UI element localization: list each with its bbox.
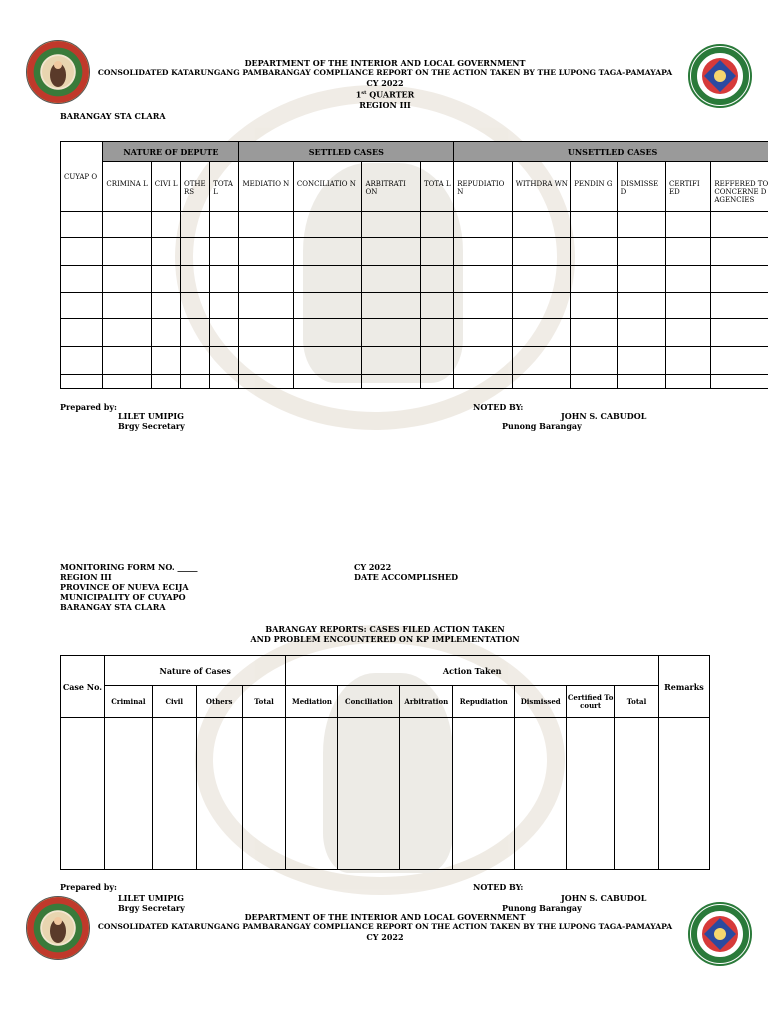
table2-col-header: Total	[615, 686, 659, 718]
table-cell[interactable]	[666, 212, 711, 238]
table-cell[interactable]	[454, 238, 512, 266]
group-unsettled-cases: UNSETTLED CASES	[454, 142, 768, 162]
table-cell[interactable]	[711, 293, 768, 319]
table-cell[interactable]	[180, 375, 209, 389]
compliance-table	[60, 141, 768, 389]
table-cell[interactable]	[61, 347, 103, 375]
nature-of-cases-header: Nature of Cases	[104, 656, 286, 686]
department-heading: DEPARTMENT OF THE INTERIOR AND LOCAL GOVERNMENT	[244, 58, 526, 68]
table-cell[interactable]	[420, 375, 453, 389]
table1-col-header: CERTIFI ED	[666, 162, 711, 212]
table-cell[interactable]	[420, 293, 453, 319]
table1-col-header: ARBITRATI ON	[362, 162, 420, 212]
monitoring-year: CY 2022	[354, 562, 392, 572]
table-cell[interactable]	[512, 266, 570, 293]
table-cell[interactable]	[103, 238, 151, 266]
table-cell[interactable]	[454, 293, 512, 319]
table-cell[interactable]	[711, 347, 768, 375]
table-cell[interactable]	[196, 718, 242, 870]
table-cell[interactable]	[666, 319, 711, 347]
table-cell[interactable]	[567, 718, 615, 870]
barangay-seal-logo	[26, 40, 90, 104]
footer-department: DEPARTMENT OF THE INTERIOR AND LOCAL GOVERNMENT	[244, 912, 526, 922]
table1-col-header: CRIMINA L	[103, 162, 151, 212]
table-cell[interactable]	[293, 347, 362, 375]
table-cell[interactable]	[210, 293, 239, 319]
monitoring-region: REGION III	[60, 572, 112, 582]
table-cell[interactable]	[103, 293, 151, 319]
table-cell[interactable]	[362, 319, 420, 347]
noted-by-title-2: Punong Barangay	[502, 903, 582, 913]
table-cell[interactable]	[666, 347, 711, 375]
table-cell[interactable]	[338, 718, 400, 870]
table-cell[interactable]	[61, 266, 103, 293]
table-cell[interactable]	[242, 718, 286, 870]
table-cell[interactable]	[151, 347, 180, 375]
table-cell[interactable]	[61, 718, 105, 870]
table-cell[interactable]	[454, 319, 512, 347]
table-cell[interactable]	[61, 293, 103, 319]
table2-col-header: Others	[196, 686, 242, 718]
table-cell[interactable]	[239, 266, 293, 293]
report-title: CONSOLIDATED KATARUNGANG PAMBARANGAY COMPLIANCE REPORT ON THE ACTION TAKEN BY THE LUPONG TAGA-PAMAYAPA	[97, 68, 673, 77]
table-cell[interactable]	[420, 238, 453, 266]
table-cell[interactable]	[617, 293, 665, 319]
case-no-header: Case No.	[61, 656, 105, 718]
table-cell[interactable]	[152, 718, 196, 870]
table-cell[interactable]	[180, 238, 209, 266]
table-cell[interactable]	[617, 238, 665, 266]
table-row	[61, 347, 768, 375]
table-row	[61, 293, 768, 319]
table-cell[interactable]	[666, 238, 711, 266]
cases-filed-table	[60, 655, 710, 870]
table-row	[61, 238, 768, 266]
prepared-by-name-1: LILET UMIPIG	[118, 411, 184, 421]
table-cell[interactable]	[617, 347, 665, 375]
table-cell[interactable]	[210, 375, 239, 389]
table-cell[interactable]	[420, 212, 453, 238]
table1-col-header: WITHDRA WN	[512, 162, 570, 212]
remarks-header: Remarks	[658, 656, 709, 718]
table2-title-line1: BARANGAY REPORTS: CASES FILED ACTION TAKEN	[265, 624, 505, 634]
table-row	[61, 375, 768, 389]
table1-col-header: REPUDIATIO N	[454, 162, 512, 212]
date-accomplished: DATE ACCOMPLISHED	[354, 572, 459, 582]
noted-by-name-2: JOHN S. CABUDOL	[561, 893, 647, 903]
noted-by-title-1: Punong Barangay	[502, 421, 582, 431]
table-cell[interactable]	[239, 212, 293, 238]
table-cell[interactable]	[239, 293, 293, 319]
footer-title: CONSOLIDATED KATARUNGANG PAMBARANGAY COMPLIANCE REPORT ON THE ACTION TAKEN BY THE LUPONG TAGA-PAMAYAPA	[97, 922, 673, 931]
footer-year: CY 2022	[366, 932, 404, 942]
prepared-by-label-1: Prepared by:	[60, 402, 117, 412]
table-cell[interactable]	[512, 293, 570, 319]
table1-col-header: TOTA L	[210, 162, 239, 212]
table-cell[interactable]	[711, 375, 768, 389]
table2-col-header: Civil	[152, 686, 196, 718]
table-cell[interactable]	[454, 375, 512, 389]
table1-col-header: TOTA L	[420, 162, 453, 212]
table-cell[interactable]	[571, 266, 617, 293]
table-row	[61, 319, 768, 347]
table-row	[61, 266, 768, 293]
table-cell[interactable]	[362, 212, 420, 238]
table-cell[interactable]	[362, 375, 420, 389]
table-cell[interactable]	[239, 238, 293, 266]
table-cell[interactable]	[180, 266, 209, 293]
table-row	[61, 212, 768, 238]
table-cell[interactable]	[103, 375, 151, 389]
table2-col-header: Arbitration	[400, 686, 453, 718]
barangay-name: BARANGAY STA CLARA	[60, 111, 166, 121]
table-cell[interactable]	[711, 212, 768, 238]
table-cell[interactable]	[711, 319, 768, 347]
table1-col-header: PENDIN G	[571, 162, 617, 212]
table-cell[interactable]	[512, 212, 570, 238]
table-cell[interactable]	[711, 266, 768, 293]
table-cell[interactable]	[151, 266, 180, 293]
table-cell[interactable]	[210, 319, 239, 347]
table-cell[interactable]	[103, 266, 151, 293]
table-cell[interactable]	[293, 319, 362, 347]
table-cell[interactable]	[512, 238, 570, 266]
table-cell[interactable]	[617, 212, 665, 238]
table-cell[interactable]	[61, 238, 103, 266]
table-cell[interactable]	[362, 293, 420, 319]
table1-col-header: MEDIATIO N	[239, 162, 293, 212]
table-cell[interactable]	[293, 238, 362, 266]
action-taken-header: Action Taken	[286, 656, 658, 686]
table-cell[interactable]	[293, 212, 362, 238]
group-settled-cases: SETTLED CASES	[239, 142, 454, 162]
group-nature-of-dispute: NATURE OF DEPUTE	[103, 142, 239, 162]
table-cell[interactable]	[210, 238, 239, 266]
monitoring-province: PROVINCE OF NUEVA ECIJA	[60, 582, 189, 592]
table-cell[interactable]	[180, 347, 209, 375]
table-cell[interactable]	[512, 347, 570, 375]
table-cell[interactable]	[454, 212, 512, 238]
table-cell[interactable]	[103, 319, 151, 347]
table1-col-header: CIVI L	[151, 162, 180, 212]
barangay-seal-logo-footer	[26, 896, 90, 960]
municipal-seal-logo	[688, 44, 752, 108]
table-cell[interactable]	[293, 293, 362, 319]
table-cell[interactable]	[571, 238, 617, 266]
prepared-by-label-2: Prepared by:	[60, 882, 117, 892]
table-cell[interactable]	[61, 212, 103, 238]
table-cell[interactable]	[571, 212, 617, 238]
table-cell[interactable]	[512, 375, 570, 389]
prepared-by-name-2: LILET UMIPIG	[118, 893, 184, 903]
table-cell[interactable]	[151, 319, 180, 347]
table-cell[interactable]	[362, 238, 420, 266]
table-cell[interactable]	[151, 293, 180, 319]
table-cell[interactable]	[180, 319, 209, 347]
table-cell[interactable]	[658, 718, 709, 870]
table-cell[interactable]	[420, 266, 453, 293]
table-cell[interactable]	[239, 347, 293, 375]
table-cell[interactable]	[61, 319, 103, 347]
table-cell[interactable]	[617, 375, 665, 389]
table-cell[interactable]	[571, 347, 617, 375]
table-cell[interactable]	[103, 212, 151, 238]
table-cell[interactable]	[711, 238, 768, 266]
table-cell[interactable]	[210, 266, 239, 293]
table-cell[interactable]	[362, 347, 420, 375]
noted-by-label-1: NOTED BY:	[473, 402, 524, 412]
table-cell[interactable]	[104, 718, 152, 870]
table-cell[interactable]	[103, 347, 151, 375]
monitoring-barangay: BARANGAY STA CLARA	[60, 602, 166, 612]
table-cell[interactable]	[420, 347, 453, 375]
table2-col-header: Total	[242, 686, 286, 718]
table-row	[61, 718, 710, 870]
table-cell[interactable]	[293, 375, 362, 389]
table-cell[interactable]	[151, 375, 180, 389]
report-quarter: 1st QUARTER	[355, 89, 415, 100]
noted-by-label-2: NOTED BY:	[473, 882, 524, 892]
table-cell[interactable]	[286, 718, 338, 870]
table-cell[interactable]	[571, 319, 617, 347]
table-cell[interactable]	[666, 375, 711, 389]
table-cell[interactable]	[615, 718, 659, 870]
table-cell[interactable]	[571, 375, 617, 389]
table-cell[interactable]	[512, 319, 570, 347]
report-region: REGION III	[359, 99, 411, 110]
table1-col-header: DISMISSE D	[617, 162, 665, 212]
table-cell[interactable]	[151, 212, 180, 238]
table-cell[interactable]	[400, 718, 453, 870]
table-cell[interactable]	[515, 718, 567, 870]
table2-col-header: Dismissed	[515, 686, 567, 718]
table-cell[interactable]	[239, 319, 293, 347]
table1-col-header: OTHE RS	[180, 162, 209, 212]
table2-col-header: Criminal	[104, 686, 152, 718]
table-cell[interactable]	[571, 293, 617, 319]
prepared-by-title-1: Brgy Secretary	[118, 421, 185, 431]
table-cell[interactable]	[293, 266, 362, 293]
table-cell[interactable]	[180, 293, 209, 319]
table2-col-header: Repudiation	[453, 686, 515, 718]
table-cell[interactable]	[617, 319, 665, 347]
table-cell[interactable]	[151, 238, 180, 266]
table-cell[interactable]	[617, 266, 665, 293]
table-cell[interactable]	[180, 212, 209, 238]
table1-col-header: REFFERED TO CONCERNE D AGENCIES	[711, 162, 768, 212]
table2-col-header: Conciliation	[338, 686, 400, 718]
table2-col-header: Mediation	[286, 686, 338, 718]
table2-col-header: Certified To court	[567, 686, 615, 718]
monitoring-municipality: MUNICIPALITY OF CUYAPO	[60, 592, 186, 602]
table-cell[interactable]	[362, 266, 420, 293]
report-year: CY 2022	[366, 78, 404, 88]
noted-by-name-1: JOHN S. CABUDOL	[561, 411, 647, 421]
table1-col-header: CONCILIATIO N	[293, 162, 362, 212]
table-cell[interactable]	[239, 375, 293, 389]
table2-title-line2: AND PROBLEM ENCOUNTERED ON KP IMPLEMENTATION	[250, 634, 520, 644]
municipal-seal-logo-footer	[688, 902, 752, 966]
table-cell[interactable]	[666, 293, 711, 319]
table-cell[interactable]	[210, 212, 239, 238]
prepared-by-title-2: Brgy Secretary	[118, 903, 185, 913]
table-cell[interactable]	[454, 266, 512, 293]
monitoring-form-no: MONITORING FORM NO. _____	[60, 562, 198, 572]
row-label-cell: CUYAP O	[61, 142, 103, 212]
table-cell[interactable]	[420, 319, 453, 347]
table-cell[interactable]	[61, 375, 103, 389]
table-cell[interactable]	[666, 266, 711, 293]
table-cell[interactable]	[453, 718, 515, 870]
table-cell[interactable]	[210, 347, 239, 375]
table-cell[interactable]	[454, 347, 512, 375]
